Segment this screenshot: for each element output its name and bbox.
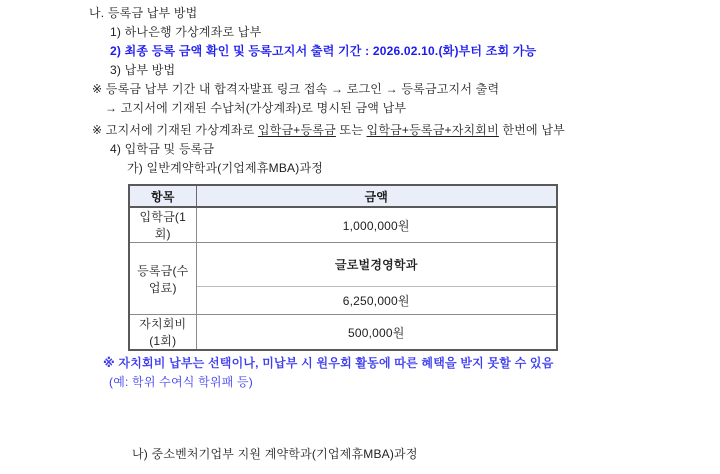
fee-table-header-item: 항목 <box>129 185 196 207</box>
fee-table-header-amount: 금액 <box>196 185 557 207</box>
note-virtual-account <box>92 121 720 140</box>
admission-label: 입학금(1회) <box>129 207 196 243</box>
tuition-amount: 6,250,000원 <box>196 287 557 315</box>
council-label: 자치회비(1회) <box>129 315 196 351</box>
note-virtual-account-prefix: ※ 고지서에 기재된 가상계좌로 <box>92 123 258 137</box>
admission-amount: 1,000,000원 <box>196 207 557 243</box>
tuition-label: 등록금(수업료) <box>129 243 196 315</box>
note-payment-procedure-line1: ※ 등록금 납부 기간 내 합격자발표 링크 접속 → 로그인 → 등록금고지서 출력 <box>92 82 500 96</box>
note-virtual-account-suffix: 한번에 납부 <box>498 123 565 137</box>
tuition-department: 글로벌경영학과 <box>196 243 557 287</box>
list-item-3: 3) 납부 방법 <box>110 63 176 77</box>
council-amount: 500,000원 <box>196 315 557 351</box>
list-item-1: 1) 하나은행 가상계좌로 납부 <box>110 25 262 39</box>
fee-table <box>128 184 558 351</box>
sub-item-b-caption: 나) 중소벤처기업부 지원 계약학과(기업제휴MBA)과정 <box>132 447 418 461</box>
table-row-council <box>129 315 557 351</box>
fee-table-header-row <box>129 185 557 207</box>
list-item-2-highlighted: 2) 최종 등록 금액 확인 및 등록고지서 출력 기간 : 2026.02.10.(화)부터 조회 가능 <box>110 44 537 58</box>
council-fee-note-line1: ※ 자치회비 납부는 선택이나, 미납부 시 원우회 활동에 따른 혜택을 받지 못할 수 있음 <box>103 356 554 370</box>
note-virtual-account-underline1: 입학금+등록금 <box>257 123 336 137</box>
table-row-tuition-dept <box>129 243 557 287</box>
note-payment-procedure-line2: → 고지서에 기재된 수납처(가상계좌)로 명시된 금액 납부 <box>105 101 407 115</box>
note-virtual-account-mid: 또는 <box>335 123 367 137</box>
sub-item-a-caption: 가) 일반계약학과(기업제휴MBA)과정 <box>127 161 324 175</box>
list-item-4: 4) 입학금 및 등록금 <box>110 142 215 156</box>
section-heading: 나. 등록금 납부 방법 <box>89 6 198 20</box>
table-row-admission <box>129 207 557 243</box>
council-fee-note-line2: (예: 학위 수여식 학위패 등) <box>109 375 253 389</box>
note-virtual-account-underline2: 입학금+등록금+자치회비 <box>366 123 499 137</box>
